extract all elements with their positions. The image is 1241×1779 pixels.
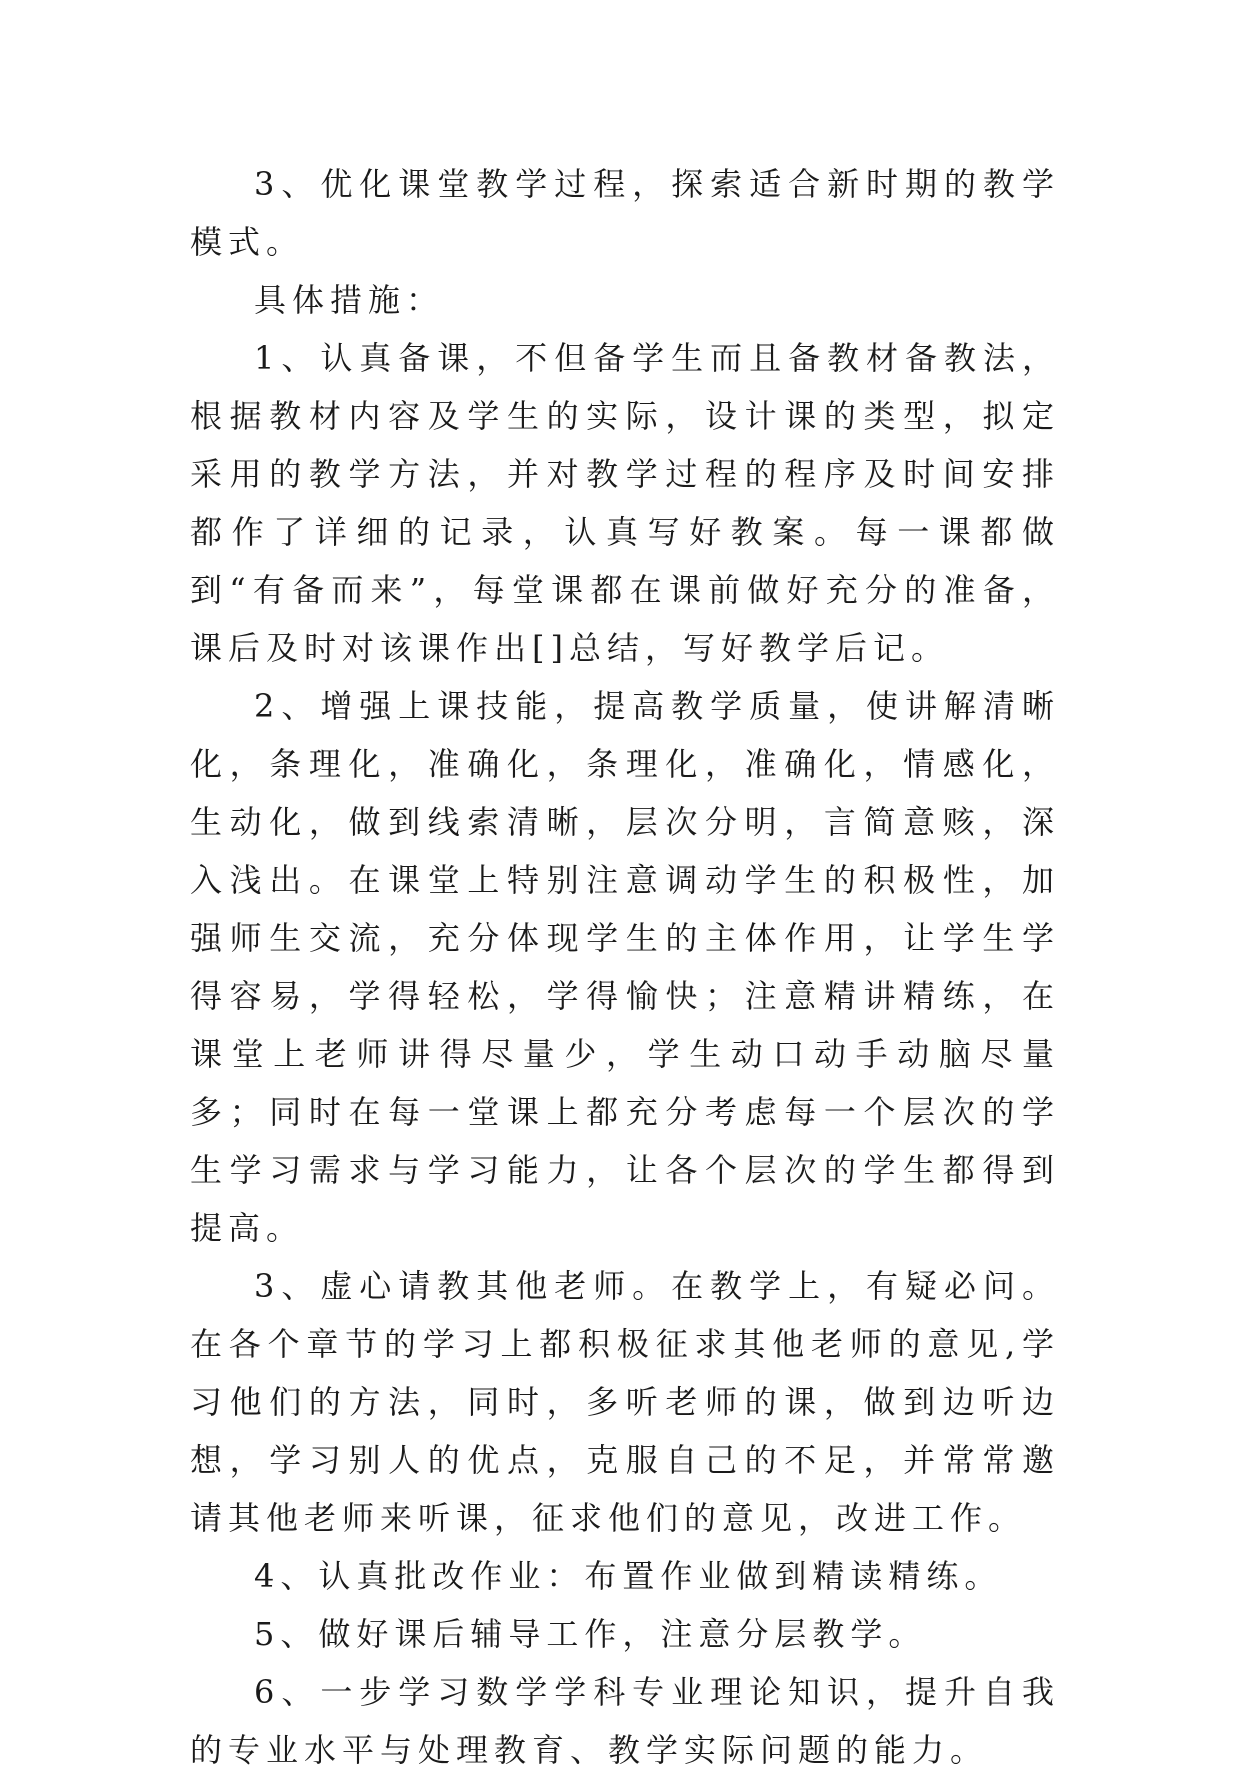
paragraph-measure-3: 3、虚心请教其他老师。在教学上，有疑必问。在各个章节的学习上都积极征求其他老师的意见,学习他们的方法，同时，多听老师的课，做到边听边想，学习别人的优点，克服自己的不足，并常常邀请其他老师来听课，征求他们的意见，改进工作。	[190, 1267, 1060, 1537]
paragraph-measure-1: 1、认真备课，不但备学生而且备教材备教法，根据教材内容及学生的实际，设计课的类型，拟定采用的教学方法，并对教学过程的程序及时间安排都作了详细的记录，认真写好教案。每一课都做到“有备而来”，每堂课都在课前做好充分的准备，课后及时对该课作出[]总结，写好教学后记。	[190, 339, 1060, 667]
paragraph-measure-5: 5、做好课后辅导工作，注意分层教学。	[254, 1615, 927, 1653]
paragraph-measure-2: 2、增强上课技能，提高教学质量，使讲解清晰化，条理化，准确化，条理化，准确化，情感化，生动化，做到线索清晰，层次分明，言简意赅，深入浅出。在课堂上特别注意调动学生的积极性，加强师生交流，充分体现学生的主体作用，让学生学得容易，学得轻松，学得愉快；注意精讲精练，在课堂上老师讲得尽量少，学生动口动手动脑尽量多；同时在每一堂课上都充分考虑每一个层次的学生学习需求与学习能力，让各个层次的学生都得到提高。	[190, 687, 1060, 1247]
paragraph-measure-4: 4、认真批改作业：布置作业做到精读精练。	[254, 1557, 1003, 1595]
document-body	[190, 155, 1060, 1779]
paragraph-goal-3: 3、优化课堂教学过程，探索适合新时期的教学模式。	[190, 165, 1060, 261]
paragraph-measure-6: 6、一步学习数学学科专业理论知识，提升自我的专业水平与处理教育、教学实际问题的能力。	[190, 1673, 1060, 1769]
paragraph-measures-heading: 具体措施：	[254, 281, 445, 319]
